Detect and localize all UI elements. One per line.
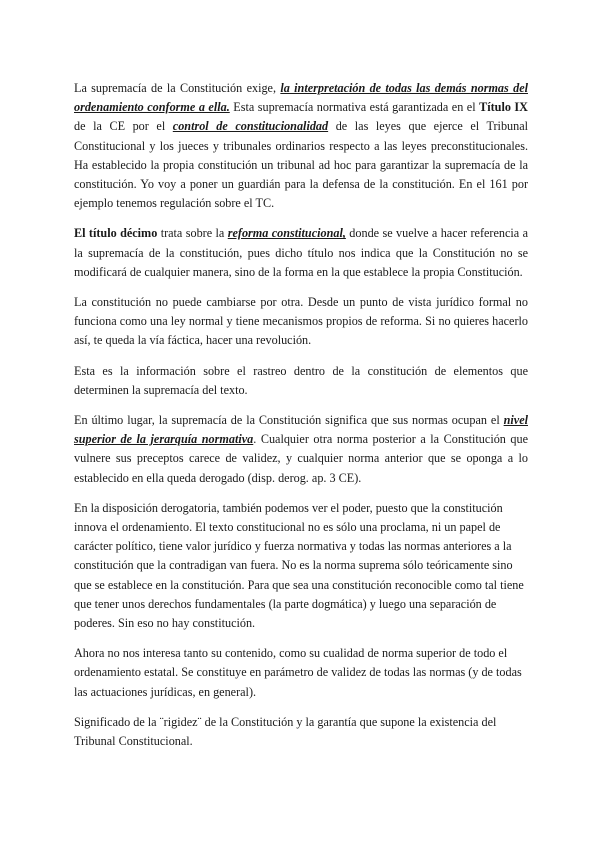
text-run: donde se vuelve a hacer referencia a la supremacía de la constitución, pues dicho título nos indica que la Constitución no se modificará de cualquier manera, sino de la forma en la que establece la propia Constitución. — [74, 226, 528, 279]
text-run: de la CE por el — [74, 119, 173, 134]
emphasis-control: control de constitucionalidad — [172, 119, 329, 134]
text-run: En último lugar, la supremacía de la Constitución significa que sus normas ocupan el — [74, 413, 504, 428]
emphasis-reforma: reforma constitucional, — [227, 226, 346, 241]
emphasis-interpretation: la interpretación de todas las demás normas del ordenamiento conforme a ella. — [74, 81, 528, 115]
paragraph-rastreo: Esta es la información sobre el rastreo dentro de la constitución de elementos que determinen la supremacía del texto. — [74, 363, 528, 397]
text-run: trata sobre la — [157, 226, 228, 241]
paragraph-contenido: Ahora no nos interesa tanto su contenido, como su cualidad de norma superior de todo el ordenamiento estatal. Se constituye en parámetro de validez de todas las normas (y de todas las actuaciones jurídicas, en general). — [74, 646, 522, 699]
emphasis-nivel-superior: nivel superior de la jerarquía normativa — [74, 413, 528, 447]
text-run: . Cualquier otra norma posterior a la Constitución que vulnere sus preceptos carece de validez, y cualquier norma anterior que se oponga a lo establecido en ella queda derogado (disp. derog. ap. 3 CE). — [74, 432, 529, 485]
paragraph-jerarquia — [74, 411, 528, 488]
paragraph-titulo-decimo — [74, 224, 528, 282]
text-run: de las leyes que ejerce el Tribunal Constitucional y los jueces y tribunales ordinarios respecto a las leyes preconstitucionales. Ha establecido la propia constitución un tribunal ad hoc para garantizar la supremacía de la constitución. Yo voy a poner un guardián para la defensa de la constitución. En el 161 por ejemplo tenemos regulación sobre el TC. — [74, 119, 529, 211]
document-body — [74, 79, 528, 762]
text-run: Esta supremacía normativa está garantizada en el — [229, 100, 480, 115]
paragraph-derogatoria: En la disposición derogatoria, también podemos ver el poder, puesto que la constitución innova el ordenamiento. El texto constitucional no es sólo una proclama, ni un papel de carácter político, tiene valor jurídico y fuerza normativa y todas las normas anteriores a la constitución que la contradigan van fuera. No es la norma suprema sólo teóricamente sino que se establece en la constitución. Para que sea una constitución reconocible como tal tiene que tener unos derechos fundamentales (la parte dogmática) y luego una separación de poderes. Sin eso no hay constitución. — [74, 500, 524, 631]
emphasis-titulo-ix: Título IX — [479, 100, 528, 115]
emphasis-titulo-decimo: El título décimo — [74, 226, 158, 241]
paragraph-supremacy — [74, 79, 528, 213]
paragraph-cambio: La constitución no puede cambiarse por otra. Desde un punto de vista jurídico formal no funciona como una ley normal y tiene mecanismos propios de reforma. Si no quieres hacerlo así, te queda la vía fáctica, hacer una revolución. — [74, 295, 528, 348]
text-run: La supremacía de la Constitución exige, — [74, 81, 281, 95]
paragraph-rigidez: Significado de la ¨rigidez¨ de la Constitución y la garantía que supone la existencia del Tribunal Constitucional. — [74, 714, 497, 749]
